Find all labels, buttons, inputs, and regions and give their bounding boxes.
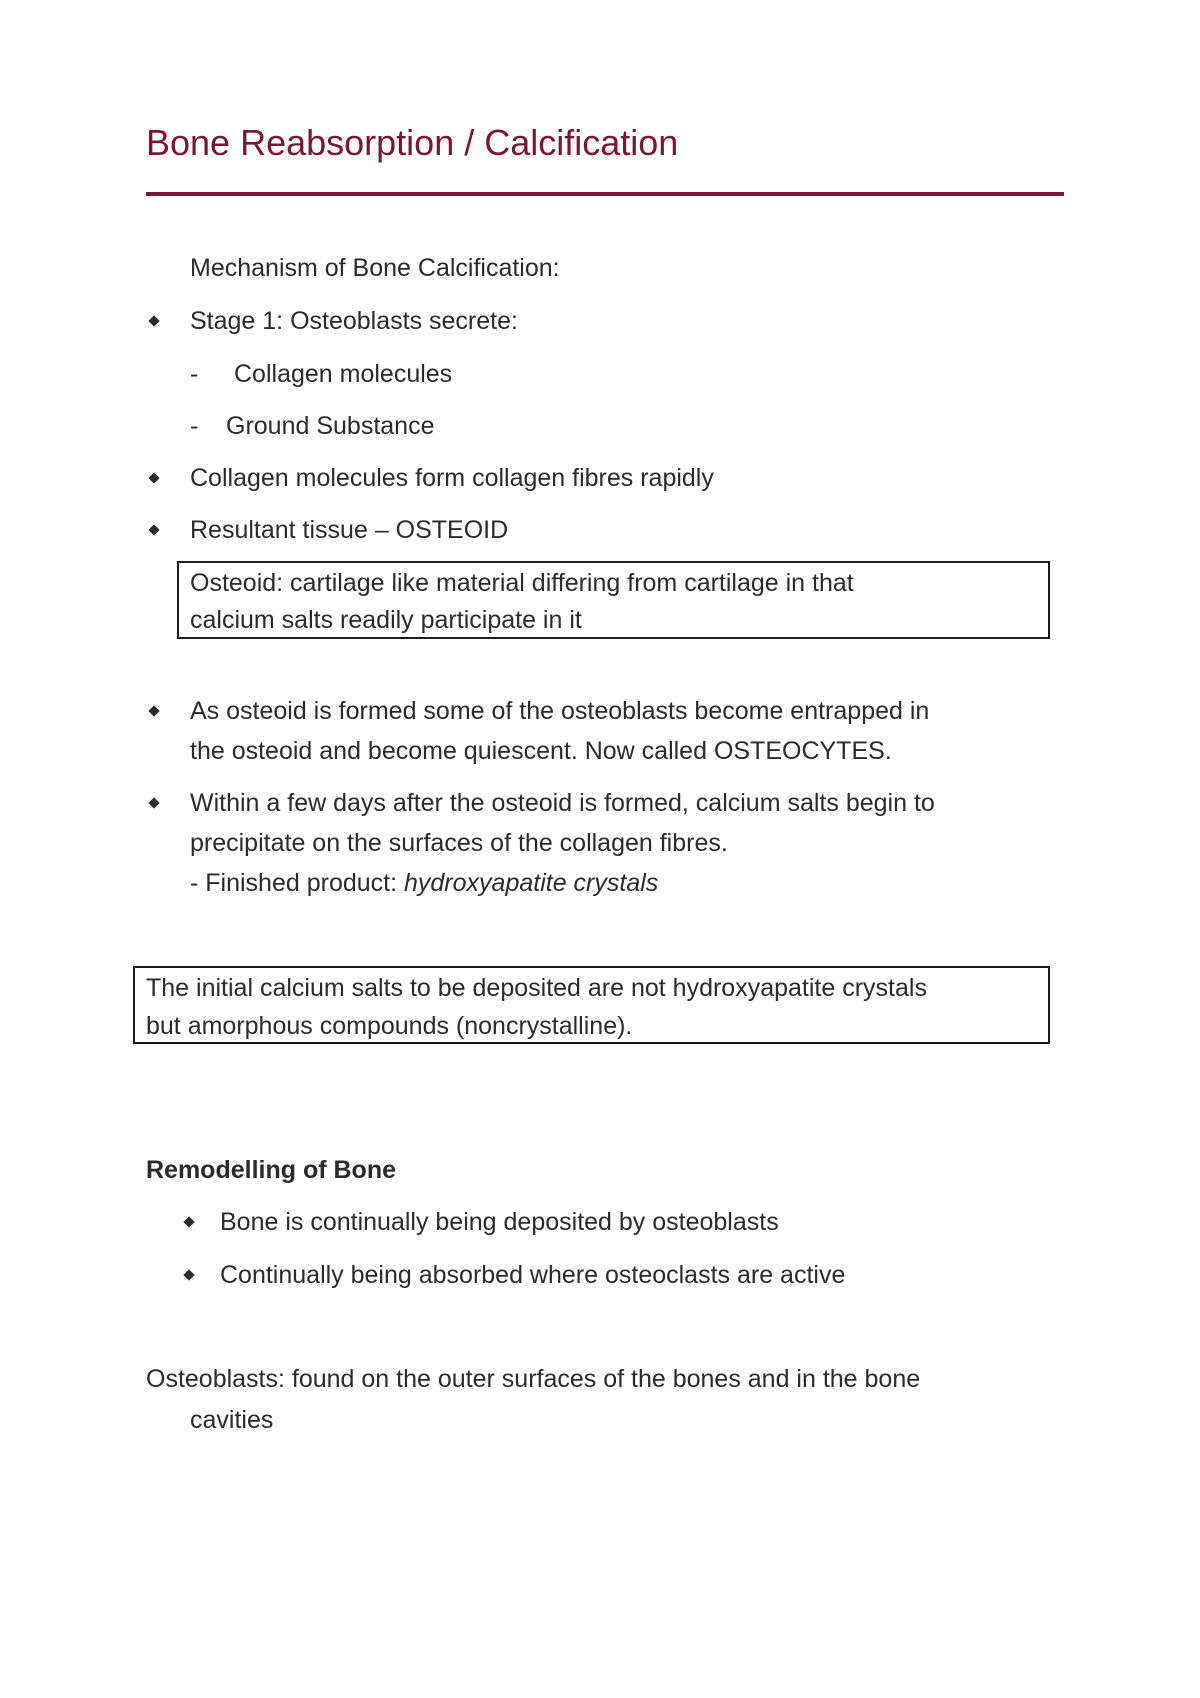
title-divider [146,192,1064,196]
resultant-tissue-text: Resultant tissue – OSTEOID [190,516,509,544]
finished-product-line [190,868,658,898]
remodelling-heading: Remodelling of Bone [146,1156,396,1184]
osteoblasts-note-line-1: Osteoblasts: found on the outer surfaces of the bones and in the bone [146,1365,921,1393]
collagen-fibres-text: Collagen molecules form collagen fibres rapidly [190,464,714,492]
entrapped-line-1: As osteoid is formed some of the osteoblasts become entrapped in [190,697,930,725]
dash-marker: - [190,360,199,388]
dash-marker: - [190,412,199,440]
bullet-icon [148,705,159,716]
precipitate-line-1: Within a few days after the osteoid is formed, calcium salts begin to [190,789,935,817]
osteoblasts-note-line-2: cavities [190,1406,274,1434]
finished-product-prefix: - Finished product: [190,869,404,897]
stage1-item-collagen: Collagen molecules [234,360,453,388]
finished-product-value: hydroxyapatite crystals [404,869,659,897]
osteoid-box-line-2: calcium salts readily participate in it [190,606,582,634]
stage1-text: Stage 1: Osteoblasts secrete: [190,307,518,335]
initial-box-line-2: but amorphous compounds (noncrystalline). [146,1012,633,1040]
bullet-icon [183,1269,194,1280]
bullet-icon [183,1216,194,1227]
osteoid-box-line-1: Osteoid: cartilage like material differing from cartilage in that [190,569,854,597]
bullet-icon [148,315,159,326]
precipitate-line-2: precipitate on the surfaces of the collagen fibres. [190,829,728,857]
remodelling-item-deposited: Bone is continually being deposited by osteoblasts [220,1208,779,1236]
remodelling-item-absorbed: Continually being absorbed where osteoclasts are active [220,1261,846,1289]
bullet-icon [148,797,159,808]
bullet-icon [148,472,159,483]
entrapped-line-2: the osteoid and become quiescent. Now called OSTEOCYTES. [190,737,892,765]
stage1-item-ground: Ground Substance [226,412,435,440]
calcification-heading: Mechanism of Bone Calcification: [190,254,560,282]
page-title: Bone Reabsorption / Calcification [146,122,679,163]
bullet-icon [148,524,159,535]
initial-box-line-1: The initial calcium salts to be deposited are not hydroxyapatite crystals [146,974,927,1002]
